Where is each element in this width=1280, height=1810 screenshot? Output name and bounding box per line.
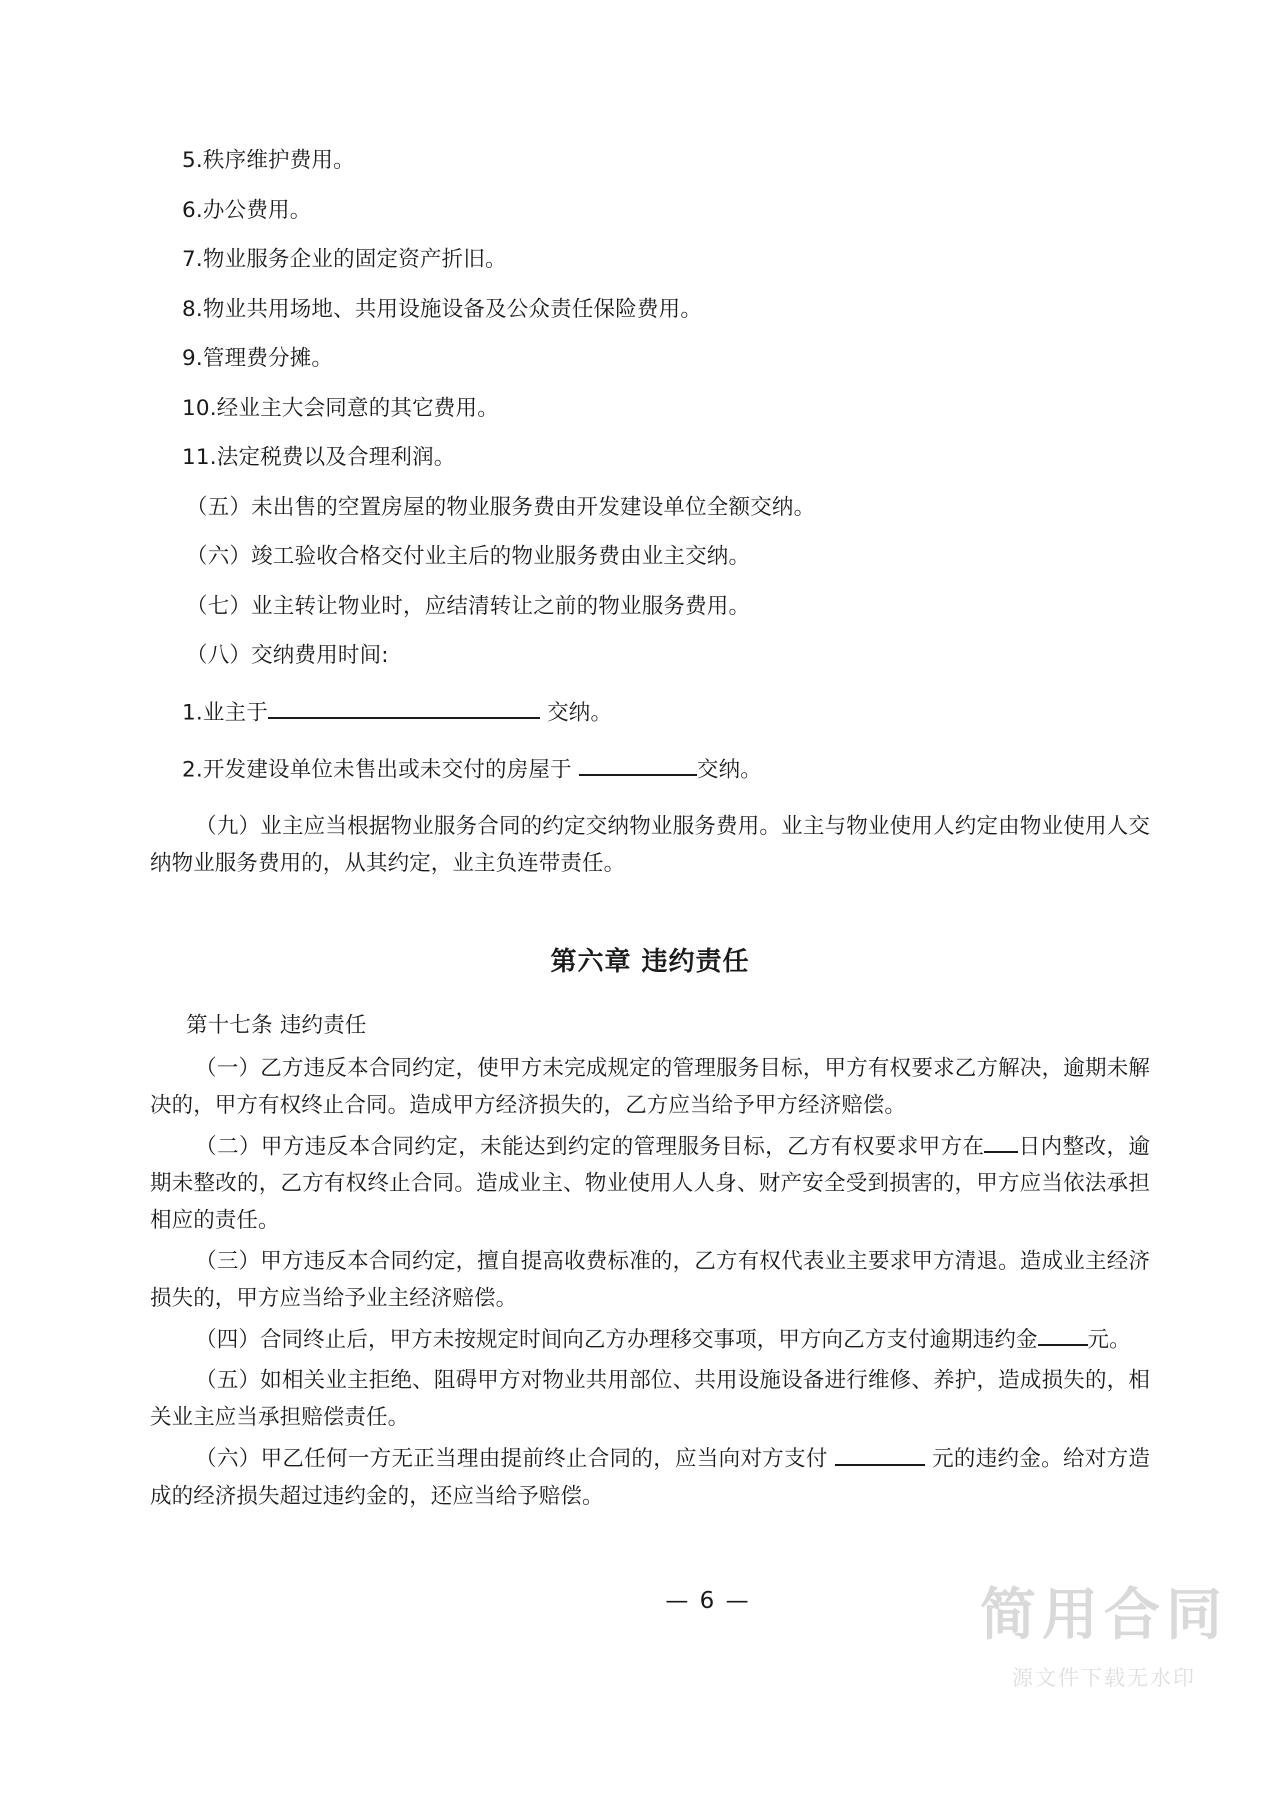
owner-payment-date-blank[interactable] — [268, 695, 540, 720]
payment-time-item-2-suffix: 交纳。 — [696, 757, 762, 783]
clause-item: （八）交纳费用时间: — [186, 643, 389, 668]
overdue-penalty-amount-blank-b[interactable] — [1054, 1322, 1088, 1347]
clause-heading: 第十七条 违约责任 — [186, 1012, 367, 1038]
list-item: 10.经业主大会同意的其它费用。 — [182, 395, 499, 421]
watermark-main-text: 简用合同 — [980, 1583, 1228, 1649]
clause-nine-paragraph: （九）业主应当根据物业服务合同的约定交纳物业服务费用。业主与物业使用人约定由物业使用人交纳物业服务费用的，从其约定，业主负连带责任。 — [150, 813, 1150, 876]
page-number — [0, 1588, 1280, 1614]
liability-clause-five: （五）如相关业主拒绝、阻碍甲方对物业共用部位、共用设施设备进行维修、养护，造成损失的，相关业主应当承担赔偿责任。 — [150, 1368, 1150, 1431]
termination-penalty-amount-blank[interactable] — [835, 1441, 925, 1466]
page-number-label: — 6 — — [665, 1588, 751, 1614]
clause-item: （七）业主转让物业时，应结清转让之前的物业服务费用。 — [186, 593, 751, 619]
liability-clause-four-part1: （四）合同终止后，甲方未按规定时间向乙方办理移交事项，甲方向乙方支付逾期违约金 — [195, 1327, 1038, 1353]
liability-clause-two — [150, 1129, 1150, 1240]
liability-clause-six-part2: 元的违约金。给对方造成的经济损失超过违约金的，还应当给予赔偿。 — [150, 1446, 1151, 1509]
liability-clause-one: （一）乙方违反本合同约定，使甲方未完成规定的管理服务目标，甲方有权要求乙方解决，逾期未解决的，甲方有权终止合同。造成甲方经济损失的，乙方应当给予甲方经济赔偿。 — [150, 1055, 1150, 1118]
list-item: 11.法定税费以及合理利润。 — [182, 445, 456, 470]
payment-time-item-1 — [182, 695, 1150, 724]
list-item: 8.物业共用场地、共用设施设备及公众责任保险费用。 — [182, 296, 703, 322]
liability-clause-six — [150, 1441, 1150, 1516]
clause-item: （五）未出售的空置房屋的物业服务费由开发建设单位全额交纳。 — [186, 494, 816, 520]
rectification-days-blank[interactable] — [984, 1129, 1018, 1154]
liability-clause-four — [150, 1322, 1150, 1360]
payment-time-item-2 — [182, 752, 1150, 781]
payment-time-item-1-suffix: 交纳。 — [547, 700, 613, 726]
liability-clause-three: （三）甲方违反本合同约定，擅自提高收费标准的，乙方有权代表业主要求甲方清退。造成业主经济损失的，甲方应当给予业主经济赔偿。 — [150, 1248, 1150, 1311]
liability-clause-two-part1: （二）甲方违反本合同约定，未能达到约定的管理服务目标，乙方有权要求甲方在 — [195, 1134, 985, 1160]
list-item: 7.物业服务企业的固定资产折旧。 — [182, 247, 507, 272]
list-item: 6.办公费用。 — [182, 197, 312, 223]
payment-time-item-1-prefix: 1.业主于 — [182, 700, 269, 726]
list-item: 9.管理费分摊。 — [182, 346, 334, 371]
document-content — [150, 150, 1150, 1520]
clause-item: （六）竣工验收合格交付业主后的物业服务费由业主交纳。 — [186, 544, 751, 569]
liability-clause-four-part2: 元。 — [1087, 1327, 1131, 1353]
payment-time-item-2-prefix: 2.开发建设单位未售出或未交付的房屋于 — [182, 757, 572, 783]
developer-payment-date-blank[interactable] — [579, 752, 697, 777]
chapter-title: 第六章 违约责任 — [550, 946, 750, 977]
liability-clause-two-part2: 日内整改，逾期未整改的，乙方有权终止合同。造成业主、物业使用人人身、财产安全受到损害的，甲方应当依法承担相应的责任。 — [150, 1134, 1150, 1233]
list-item: 5.秩序维护费用。 — [182, 148, 355, 173]
overdue-penalty-amount-blank-a[interactable] — [1038, 1322, 1054, 1347]
watermark-sub-text: 源文件下载无水印 — [1012, 1666, 1196, 1690]
liability-clause-six-part1: （六）甲乙任何一方无正当理由提前终止合同的，应当向对方支付 — [195, 1446, 828, 1472]
